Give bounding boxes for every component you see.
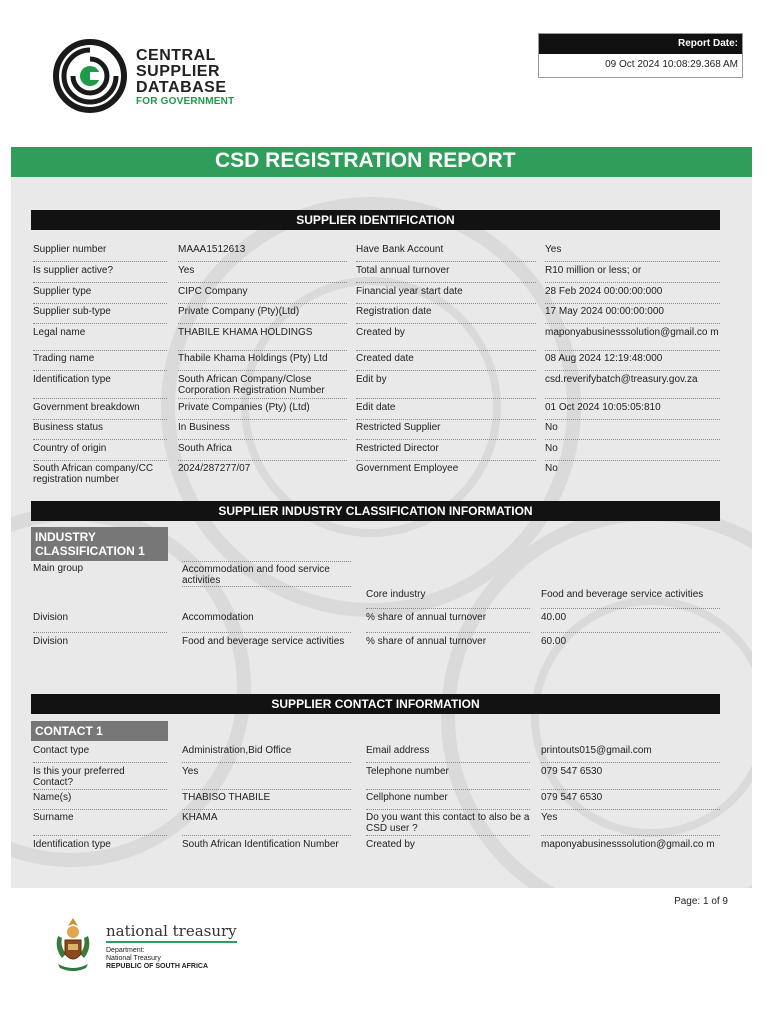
contact-subheading: CONTACT 1	[31, 721, 168, 741]
report-date-box	[538, 33, 743, 78]
field-value: Yes	[182, 764, 351, 790]
section-industry-classification: SUPPLIER INDUSTRY CLASSIFICATION INFORMATION	[31, 501, 720, 521]
field-label: Government Employee	[356, 463, 459, 474]
field-value: THABISO THABILE	[182, 790, 351, 810]
field-label: Restricted Director	[356, 441, 536, 461]
page-number: Page: 1 of 9	[674, 896, 728, 907]
field-label: Identification type	[33, 839, 111, 850]
field-value: maponyabusinesssolution@gmail.co m	[545, 325, 720, 351]
field-value: KHAMA	[182, 810, 351, 836]
field-value: Accommodation	[182, 610, 351, 633]
field-value: South African Company/Close Corporation Registration Number	[178, 372, 347, 399]
field-value: 2024/287277/07	[178, 463, 251, 474]
field-label: % share of annual turnover	[366, 610, 530, 633]
field-label: Surname	[33, 810, 167, 836]
field-value: Yes	[545, 242, 720, 262]
field-label: Division	[33, 610, 167, 633]
field-value: Yes	[541, 810, 720, 836]
field-value: CIPC Company	[178, 284, 347, 304]
field-value: 01 Oct 2024 10:05:05:810	[545, 400, 720, 420]
field-label: Business status	[33, 420, 167, 440]
field-value: csd.reverifybatch@treasury.gov.za	[545, 372, 720, 399]
logo-title-line3: FOR GOVERNMENT	[136, 96, 235, 107]
field-label: Cellphone number	[366, 790, 530, 810]
field-value: maponyabusinesssolution@gmail.co m	[541, 839, 715, 850]
national-treasury-name: national treasury	[106, 922, 237, 943]
field-label: Edit by	[356, 372, 536, 399]
field-value: R10 million or less; or	[545, 263, 720, 283]
field-value: Private Company (Pty)(Ltd)	[178, 304, 347, 324]
field-label: Total annual turnover	[356, 263, 536, 283]
field-value: MAAA1512613	[178, 242, 347, 262]
field-label: Is this your preferred Contact?	[33, 764, 167, 790]
field-value: Food and beverage service activities	[182, 636, 345, 647]
field-label: Is supplier active?	[33, 263, 167, 283]
logo-title-line2: DATABASE	[136, 79, 227, 96]
field-label: Restricted Supplier	[356, 420, 536, 440]
field-value: In Business	[178, 420, 347, 440]
field-value: Thabile Khama Holdings (Pty) Ltd	[178, 351, 347, 371]
field-value: No	[545, 420, 720, 440]
field-value: printouts015@gmail.com	[541, 743, 720, 763]
field-value: Accommodation and food service activities	[182, 561, 351, 587]
field-label: Country of origin	[33, 441, 167, 461]
field-label: Supplier type	[33, 284, 167, 304]
field-value: South Africa	[178, 441, 347, 461]
field-label: Financial year start date	[356, 284, 536, 304]
logo-title-line1: CENTRAL SUPPLIER	[136, 47, 221, 80]
field-value: Yes	[178, 263, 347, 283]
field-value: Food and beverage service activities	[541, 587, 720, 609]
field-label: Supplier number	[33, 242, 167, 262]
field-value: No	[545, 441, 720, 461]
field-value: No	[545, 463, 558, 474]
section-supplier-identification: SUPPLIER IDENTIFICATION	[31, 210, 720, 230]
nt-country: REPUBLIC OF SOUTH AFRICA	[106, 963, 209, 970]
field-label: Trading name	[33, 351, 167, 371]
field-value: 17 May 2024 00:00:00:000	[545, 304, 720, 324]
csd-logo	[52, 38, 302, 118]
field-value: THABILE KHAMA HOLDINGS	[178, 325, 347, 351]
field-label: Registration date	[356, 304, 536, 324]
field-label: Supplier sub-type	[33, 304, 167, 324]
field-label: Created by	[366, 839, 415, 850]
field-value: 08 Aug 2024 12:19:48:000	[545, 351, 720, 371]
field-label: Government breakdown	[33, 400, 167, 420]
report-date-label: Report Date:	[539, 34, 742, 54]
field-label: Telephone number	[366, 764, 530, 790]
field-label: Core industry	[366, 587, 530, 609]
section-contact-information: SUPPLIER CONTACT INFORMATION	[31, 694, 720, 714]
field-label: Identification type	[33, 372, 167, 399]
nt-department-name: National Treasury	[106, 955, 161, 962]
field-value: 40.00	[541, 610, 720, 633]
field-value: 079 547 6530	[541, 790, 720, 810]
field-label: Do you want this contact to also be a CSD user ?	[366, 812, 530, 834]
national-treasury-logo	[48, 912, 238, 982]
field-value: 60.00	[541, 636, 567, 647]
field-label: % share of annual turnover	[366, 636, 487, 647]
field-label: Name(s)	[33, 790, 167, 810]
nt-department-label: Department:	[106, 947, 145, 954]
field-label: Main group	[33, 563, 84, 574]
field-label: Created by	[356, 325, 536, 351]
field-label: Contact type	[33, 743, 167, 763]
industry-classification-subheading: INDUSTRY CLASSIFICATION 1	[31, 527, 168, 561]
field-value: Private Companies (Pty) (Ltd)	[178, 400, 347, 420]
csd-logo-icon	[52, 38, 132, 118]
field-value: 079 547 6530	[541, 764, 720, 790]
field-value: 28 Feb 2024 00:00:00:000	[545, 284, 720, 304]
coat-of-arms-icon	[48, 914, 98, 976]
field-value: South African Identification Number	[182, 839, 339, 850]
field-label: Edit date	[356, 400, 536, 420]
report-date-value: 09 Oct 2024 10:08:29.368 AM	[605, 59, 738, 70]
field-label: Email address	[366, 743, 530, 763]
field-label: Have Bank Account	[356, 242, 536, 262]
field-label: Legal name	[33, 325, 167, 351]
field-label: South African company/CC registration number	[33, 463, 154, 485]
field-label: Division	[33, 636, 69, 647]
field-label: Created date	[356, 351, 536, 371]
field-value: Administration,Bid Office	[182, 743, 351, 763]
report-title: CSD REGISTRATION REPORT	[11, 147, 752, 177]
